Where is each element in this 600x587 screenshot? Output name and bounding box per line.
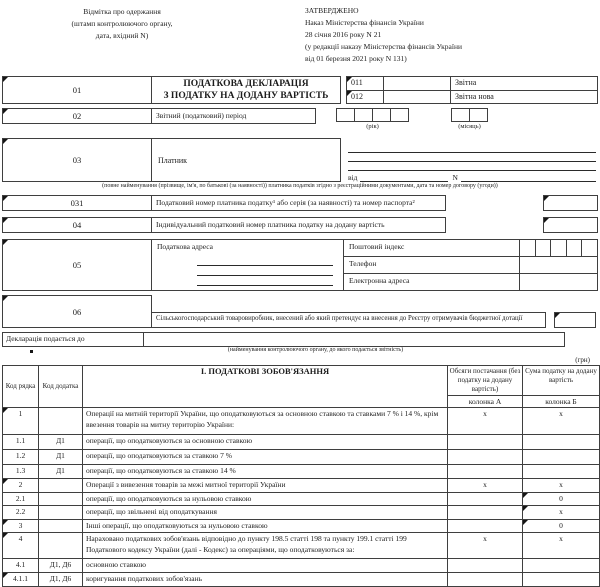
approval-line: 28 січня 2016 року N 21 bbox=[305, 30, 382, 39]
contract-number-input-line[interactable] bbox=[461, 171, 596, 182]
row-description: основною ставкою bbox=[83, 559, 448, 573]
address-box bbox=[151, 239, 598, 291]
table-row bbox=[3, 465, 600, 479]
row-description: операції, що оподатковуються за ставкою 7 % bbox=[83, 450, 448, 465]
postal-row bbox=[344, 240, 597, 256]
row-description: Операції з вивезення товарів за межі митної території України bbox=[83, 479, 448, 493]
table-row bbox=[3, 533, 600, 559]
approval-line: Наказ Міністерства фінансів України bbox=[305, 18, 424, 27]
tax-number-label: Податковий номер платника податку¹ або серія (за наявності) та номер паспорта² bbox=[151, 195, 446, 211]
value-cell-a[interactable] bbox=[448, 435, 523, 450]
row-description: Операції на митній території України, що оподатковуються за основною ставкою та ставками 7 % і 14 %, крім ввезення товарів на митну територію України: bbox=[83, 408, 448, 435]
value-cell-b[interactable] bbox=[523, 435, 600, 450]
table-row bbox=[3, 408, 600, 435]
reporting-period-label: Звітний (податковий) період bbox=[151, 108, 316, 124]
tax-number-input-box[interactable] bbox=[543, 195, 598, 211]
field-031-number: 031 bbox=[70, 198, 84, 208]
row-code: 1.3 bbox=[3, 465, 39, 479]
value-cell-b[interactable]: х bbox=[523, 408, 600, 435]
row-code: 4.1 bbox=[3, 559, 39, 573]
type-code-label: 012 bbox=[351, 91, 363, 101]
corner-marker-icon bbox=[3, 218, 8, 223]
row-code: 1 bbox=[3, 408, 39, 435]
value-cell-b[interactable]: 0 bbox=[523, 492, 600, 506]
form-title bbox=[151, 76, 341, 104]
field-031-code bbox=[2, 195, 152, 211]
type-code-011 bbox=[346, 76, 384, 91]
row-code: 4 bbox=[3, 533, 39, 559]
corner-marker-icon bbox=[3, 77, 8, 82]
corner-marker-icon bbox=[3, 573, 8, 578]
row-code: 2.2 bbox=[3, 506, 39, 520]
payer-caption: (повне найменування (прізвище, ім'я, по батькові (за наявності)) платника податків згідно з реєстраційними документами, дата та номер договору (угоди)) bbox=[102, 183, 498, 189]
phone-value-cell[interactable] bbox=[519, 257, 597, 273]
value-cell-a[interactable] bbox=[448, 559, 523, 573]
submitted-to-caption: (найменування контролюючого органу, до якого подається звітність) bbox=[227, 347, 404, 353]
corner-marker-icon bbox=[3, 240, 8, 245]
postal-code-box[interactable] bbox=[520, 240, 535, 256]
address-lines bbox=[197, 256, 333, 286]
declaration-type-row-011 bbox=[346, 76, 598, 91]
row-description: Нараховано податкових зобов'язань відповідно до пункту 198.5 статті 198 та пункту 199.1 статті 199 Податкового кодексу України (далі - Кодекс) за операціями, що оподатковуються за: bbox=[83, 533, 448, 559]
appendix-code: Д1, Д6 bbox=[39, 559, 83, 573]
value-cell-a[interactable]: х bbox=[448, 408, 523, 435]
year-caption: (рік) bbox=[366, 123, 379, 130]
table-row bbox=[3, 450, 600, 465]
year-digit-box[interactable] bbox=[372, 108, 391, 122]
month-digit-box[interactable] bbox=[451, 108, 470, 122]
appendix-code: Д1 bbox=[39, 450, 83, 465]
row-description: операції, що оподатковуються за основною ставкою bbox=[83, 435, 448, 450]
address-line[interactable] bbox=[197, 276, 333, 286]
row-03 bbox=[2, 138, 598, 182]
row-description: операції, що оподатковуються за нульовою ставкою bbox=[83, 492, 448, 506]
type-code-012 bbox=[346, 90, 384, 105]
type-code-label: 011 bbox=[351, 78, 363, 87]
contract-date-line bbox=[348, 171, 596, 182]
row-01 bbox=[2, 76, 598, 104]
corner-marker-icon bbox=[347, 77, 352, 82]
row-031 bbox=[2, 195, 598, 211]
month-caption: (місяць) bbox=[458, 123, 481, 130]
corner-marker-icon bbox=[3, 139, 8, 144]
appendix-code bbox=[39, 479, 83, 493]
payer-name-line[interactable] bbox=[348, 153, 596, 162]
approval-line: ЗАТВЕРДЖЕНО bbox=[305, 6, 359, 15]
approval-line: від 01 березня 2021 року N 131) bbox=[305, 54, 407, 63]
contact-pane bbox=[344, 240, 597, 290]
vat-number-label: Індивідуальний податковий номер платника податку на додану вартість bbox=[151, 217, 446, 233]
value-cell-a[interactable] bbox=[448, 573, 523, 587]
payer-name-line[interactable] bbox=[348, 144, 596, 153]
row-02 bbox=[2, 108, 598, 133]
appendix-code: Д1, Д6 bbox=[39, 573, 83, 587]
value-cell-a[interactable] bbox=[448, 506, 523, 520]
corner-marker-icon bbox=[3, 520, 8, 525]
header-col-a: колонка А bbox=[448, 396, 523, 408]
row-code: 4.1.1 bbox=[3, 573, 39, 587]
header-app-code: Код додатка bbox=[39, 366, 83, 408]
row-code: 3 bbox=[3, 519, 39, 533]
corner-marker-icon bbox=[3, 408, 8, 413]
corner-marker-icon bbox=[544, 196, 549, 201]
postal-code-box[interactable] bbox=[566, 240, 582, 256]
field-02-code bbox=[2, 108, 152, 124]
email-label: Електронна адреса bbox=[349, 276, 410, 285]
value-cell-b[interactable] bbox=[523, 573, 600, 587]
receipt-note-line: дата, вхідний N) bbox=[95, 31, 149, 40]
field-05-number: 05 bbox=[72, 260, 82, 270]
corner-marker-icon bbox=[544, 218, 549, 223]
corner-marker-icon bbox=[3, 533, 8, 538]
year-box-group bbox=[336, 108, 409, 130]
table-row bbox=[3, 506, 600, 520]
header-col-b-title: Сума податку на додану вартість bbox=[523, 366, 600, 396]
corner-marker-icon bbox=[3, 479, 8, 484]
row-code: 1.2 bbox=[3, 450, 39, 465]
payer-label: Платник bbox=[151, 138, 341, 182]
corner-marker-icon bbox=[347, 91, 352, 96]
receipt-note-line: Відмітка про одержання bbox=[83, 7, 161, 16]
payer-fill-area bbox=[348, 138, 598, 182]
year-digit-box[interactable] bbox=[390, 108, 409, 122]
appendix-code bbox=[39, 533, 83, 559]
type-label-zvitna-nova: Звітна нова bbox=[450, 90, 598, 105]
receipt-stamp-note bbox=[2, 5, 242, 72]
row-code: 2.1 bbox=[3, 492, 39, 506]
table-row bbox=[3, 519, 600, 533]
corner-marker-icon bbox=[555, 313, 560, 318]
email-row bbox=[344, 273, 597, 290]
postal-code-boxes bbox=[519, 240, 597, 256]
appendix-code bbox=[39, 506, 83, 520]
tax-address-pane bbox=[152, 240, 344, 290]
submitted-to-label: Декларація подається до bbox=[2, 332, 144, 347]
header-row-code: Код рядка bbox=[3, 366, 39, 408]
row-description: Інші операції, що оподатковуються за нульовою ставкою bbox=[83, 519, 448, 533]
phone-row bbox=[344, 256, 597, 273]
row-description: операції, що звільнені від оподаткування bbox=[83, 506, 448, 520]
currency-note: (грн) bbox=[575, 356, 590, 364]
field-05-code bbox=[2, 239, 152, 291]
field-01-number: 01 bbox=[72, 85, 82, 95]
row-05 bbox=[2, 239, 598, 291]
year-digit-box[interactable] bbox=[354, 108, 373, 122]
postal-code-box[interactable] bbox=[581, 240, 597, 256]
row-06 bbox=[2, 295, 598, 328]
corner-marker-icon bbox=[3, 109, 8, 114]
declaration-type-table bbox=[346, 76, 598, 104]
value-cell-a[interactable] bbox=[448, 465, 523, 479]
value-cell-b[interactable] bbox=[523, 450, 600, 465]
field-04-code bbox=[2, 217, 152, 233]
corner-marker-icon bbox=[523, 506, 528, 511]
table-row bbox=[3, 559, 600, 573]
value-cell-b[interactable] bbox=[523, 465, 600, 479]
appendix-code bbox=[39, 519, 83, 533]
row-04 bbox=[2, 217, 598, 233]
field-06-code bbox=[2, 295, 152, 328]
subsidy-flag-box[interactable] bbox=[554, 312, 596, 328]
corner-marker-icon bbox=[3, 296, 8, 301]
approval-line: (у редакції наказу Міністерства фінансів України bbox=[305, 42, 462, 51]
header-section-title: І. ПОДАТКОВІ ЗОБОВ'ЯЗАННЯ bbox=[83, 366, 448, 408]
form-title-line1: ПОДАТКОВА ДЕКЛАРАЦІЯ bbox=[183, 79, 309, 89]
value-cell-b[interactable]: х bbox=[523, 506, 600, 520]
value-cell-a[interactable]: х bbox=[448, 533, 523, 559]
appendix-code bbox=[39, 492, 83, 506]
field-06-number: 06 bbox=[72, 306, 82, 317]
from-label: від bbox=[348, 173, 358, 182]
header-col-b: колонка Б bbox=[523, 396, 600, 408]
phone-label: Телефон bbox=[349, 259, 377, 268]
address-line[interactable] bbox=[197, 266, 333, 276]
row-code: 1.1 bbox=[3, 435, 39, 450]
field-01-code bbox=[2, 76, 152, 104]
type-label-zvitna: Звітна bbox=[450, 76, 598, 91]
payer-name-line[interactable] bbox=[348, 162, 596, 171]
form-top-header bbox=[2, 0, 598, 72]
corner-marker-icon bbox=[523, 493, 528, 498]
value-cell-a[interactable] bbox=[448, 492, 523, 506]
appendix-code: Д1 bbox=[39, 435, 83, 450]
declaration-submitted-row bbox=[2, 332, 565, 347]
month-digit-box[interactable] bbox=[469, 108, 488, 122]
postal-code-box[interactable] bbox=[535, 240, 551, 256]
corner-marker-icon bbox=[3, 196, 8, 201]
receipt-note-line: (штамп контролюючого органу, bbox=[71, 19, 173, 28]
address-line[interactable] bbox=[197, 256, 333, 266]
row-description: операції, що оподатковуються за ставкою 14 % bbox=[83, 465, 448, 479]
field-02-number: 02 bbox=[72, 111, 82, 121]
appendix-code: Д1 bbox=[39, 465, 83, 479]
table-row bbox=[3, 492, 600, 506]
table-row bbox=[3, 435, 600, 450]
table-header-row bbox=[3, 366, 600, 396]
submitted-to-caption-row bbox=[2, 347, 598, 356]
month-box-group bbox=[451, 108, 488, 130]
value-cell-a[interactable] bbox=[448, 450, 523, 465]
header-col-a-title: Обсяги постачання (без податку на додану вартість) bbox=[448, 366, 523, 396]
tax-obligations-table bbox=[2, 365, 600, 587]
field-04-number: 04 bbox=[72, 220, 82, 230]
row-description: коригування податкових зобов'язань bbox=[83, 573, 448, 587]
value-cell-b[interactable]: 0 bbox=[523, 519, 600, 533]
field-03-code bbox=[2, 138, 152, 182]
value-cell-a[interactable] bbox=[448, 519, 523, 533]
appendix-code bbox=[39, 408, 83, 435]
postal-label: Поштовий індекс bbox=[349, 242, 405, 251]
approval-note bbox=[305, 5, 462, 72]
row-code: 2 bbox=[3, 479, 39, 493]
agri-producer-label: Сільськогосподарський товаровиробник, внесений або який претендує на внесення до Реєстру отримувачів бюджетної дотації bbox=[151, 312, 546, 328]
tax-address-label: Податкова адреса bbox=[157, 242, 213, 251]
declaration-type-011-checkbox[interactable] bbox=[383, 76, 451, 91]
postal-code-box[interactable] bbox=[550, 240, 566, 256]
year-digit-box[interactable] bbox=[336, 108, 355, 122]
value-cell-a[interactable]: х bbox=[448, 479, 523, 493]
contract-date-input-line[interactable] bbox=[360, 171, 448, 182]
table-row bbox=[3, 573, 600, 587]
value-cell-b[interactable] bbox=[523, 559, 600, 573]
number-label: N bbox=[452, 173, 458, 182]
value-cell-b[interactable]: х bbox=[523, 479, 600, 493]
field-03-number: 03 bbox=[72, 155, 82, 165]
table-row bbox=[3, 479, 600, 493]
email-value-cell[interactable] bbox=[519, 274, 597, 290]
vat-number-input-box[interactable] bbox=[543, 217, 598, 233]
declaration-type-012-checkbox[interactable] bbox=[383, 90, 451, 105]
declaration-type-row-012 bbox=[346, 90, 598, 105]
corner-marker-icon bbox=[523, 520, 528, 525]
value-cell-b[interactable]: х bbox=[523, 533, 600, 559]
form-title-line2: З ПОДАТКУ НА ДОДАНУ ВАРТІСТЬ bbox=[163, 91, 329, 101]
controlling-authority-input[interactable] bbox=[143, 332, 565, 347]
